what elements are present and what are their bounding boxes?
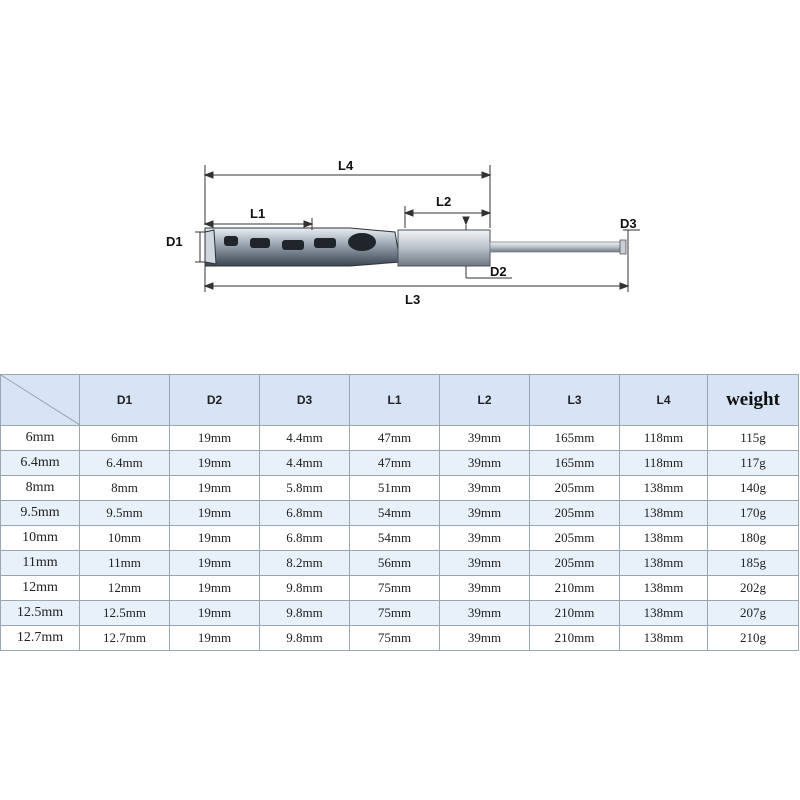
cell-l4: 138mm bbox=[620, 476, 708, 501]
cell-d3: 4.4mm bbox=[260, 426, 350, 451]
cell-l2: 39mm bbox=[440, 626, 530, 651]
cell-d1: 12.7mm bbox=[80, 626, 170, 651]
cell-l3: 210mm bbox=[530, 601, 620, 626]
table-row bbox=[1, 626, 799, 651]
cell-size: 12.5mm bbox=[1, 601, 80, 626]
cell-l2: 39mm bbox=[440, 501, 530, 526]
cell-d2: 19mm bbox=[170, 576, 260, 601]
cell-d1: 6.4mm bbox=[80, 451, 170, 476]
cell-l1: 51mm bbox=[350, 476, 440, 501]
label-l3: L3 bbox=[405, 292, 421, 307]
header-weight: weight bbox=[708, 375, 799, 426]
cell-d3: 4.4mm bbox=[260, 451, 350, 476]
cell-l1: 47mm bbox=[350, 451, 440, 476]
cell-l2: 39mm bbox=[440, 526, 530, 551]
table-row bbox=[1, 526, 799, 551]
drill-bit-diagram bbox=[0, 120, 800, 370]
header-l1: L1 bbox=[350, 375, 440, 426]
cell-d3: 9.8mm bbox=[260, 576, 350, 601]
header-l3: L3 bbox=[530, 375, 620, 426]
cell-d1: 8mm bbox=[80, 476, 170, 501]
cell-d2: 19mm bbox=[170, 476, 260, 501]
cell-l3: 210mm bbox=[530, 576, 620, 601]
cell-l1: 54mm bbox=[350, 526, 440, 551]
cell-l3: 205mm bbox=[530, 551, 620, 576]
label-d3: D3 bbox=[620, 216, 637, 231]
cell-d2: 19mm bbox=[170, 601, 260, 626]
cell-size: 11mm bbox=[1, 551, 80, 576]
cell-l3: 210mm bbox=[530, 626, 620, 651]
cell-l4: 138mm bbox=[620, 626, 708, 651]
label-l2: L2 bbox=[436, 194, 452, 209]
cell-l1: 54mm bbox=[350, 501, 440, 526]
cell-l3: 205mm bbox=[530, 526, 620, 551]
cell-d3: 8.2mm bbox=[260, 551, 350, 576]
table-body bbox=[1, 426, 799, 651]
cell-l1: 75mm bbox=[350, 601, 440, 626]
cell-weight: 202g bbox=[708, 576, 799, 601]
table-row bbox=[1, 426, 799, 451]
cell-weight: 117g bbox=[708, 451, 799, 476]
cell-d1: 12.5mm bbox=[80, 601, 170, 626]
cell-l4: 138mm bbox=[620, 551, 708, 576]
cell-weight: 207g bbox=[708, 601, 799, 626]
cell-l2: 39mm bbox=[440, 426, 530, 451]
table-row bbox=[1, 451, 799, 476]
header-d3: D3 bbox=[260, 375, 350, 426]
cell-weight: 115g bbox=[708, 426, 799, 451]
cell-weight: 170g bbox=[708, 501, 799, 526]
cell-l4: 138mm bbox=[620, 526, 708, 551]
cell-l4: 138mm bbox=[620, 501, 708, 526]
cell-d2: 19mm bbox=[170, 451, 260, 476]
cell-l2: 39mm bbox=[440, 451, 530, 476]
cell-d3: 6.8mm bbox=[260, 526, 350, 551]
cell-size: 6.4mm bbox=[1, 451, 80, 476]
cell-d1: 10mm bbox=[80, 526, 170, 551]
cell-d1: 11mm bbox=[80, 551, 170, 576]
cell-d3: 6.8mm bbox=[260, 501, 350, 526]
cell-l2: 39mm bbox=[440, 551, 530, 576]
spec-table bbox=[0, 374, 799, 651]
table-row bbox=[1, 476, 799, 501]
cell-l3: 205mm bbox=[530, 476, 620, 501]
table-row bbox=[1, 601, 799, 626]
cell-l2: 39mm bbox=[440, 601, 530, 626]
cell-d3: 9.8mm bbox=[260, 626, 350, 651]
header-d1: D1 bbox=[80, 375, 170, 426]
cell-d1: 12mm bbox=[80, 576, 170, 601]
cell-l4: 138mm bbox=[620, 576, 708, 601]
cell-l3: 205mm bbox=[530, 501, 620, 526]
cell-size: 12.7mm bbox=[1, 626, 80, 651]
label-l4: L4 bbox=[338, 158, 354, 173]
cell-d2: 19mm bbox=[170, 426, 260, 451]
cell-l2: 39mm bbox=[440, 576, 530, 601]
cell-l1: 56mm bbox=[350, 551, 440, 576]
cell-d2: 19mm bbox=[170, 501, 260, 526]
cell-d2: 19mm bbox=[170, 626, 260, 651]
drill-bit bbox=[205, 228, 626, 266]
cell-d2: 19mm bbox=[170, 526, 260, 551]
cell-size: 8mm bbox=[1, 476, 80, 501]
cell-d3: 9.8mm bbox=[260, 601, 350, 626]
corner-diagonal bbox=[1, 375, 80, 425]
cell-l2: 39mm bbox=[440, 476, 530, 501]
cell-l1: 47mm bbox=[350, 426, 440, 451]
cell-l3: 165mm bbox=[530, 451, 620, 476]
table-row bbox=[1, 501, 799, 526]
shank-collar bbox=[398, 230, 490, 266]
cell-l1: 75mm bbox=[350, 576, 440, 601]
cell-l3: 165mm bbox=[530, 426, 620, 451]
cell-size: 9.5mm bbox=[1, 501, 80, 526]
header-l4: L4 bbox=[620, 375, 708, 426]
cell-size: 6mm bbox=[1, 426, 80, 451]
cell-size: 12mm bbox=[1, 576, 80, 601]
cell-l4: 118mm bbox=[620, 451, 708, 476]
label-d2: D2 bbox=[490, 264, 507, 279]
cell-size: 10mm bbox=[1, 526, 80, 551]
cell-weight: 140g bbox=[708, 476, 799, 501]
cell-d1: 9.5mm bbox=[80, 501, 170, 526]
header-corner bbox=[1, 375, 80, 426]
cell-weight: 185g bbox=[708, 551, 799, 576]
rod-tip bbox=[620, 240, 626, 254]
drill-rod bbox=[490, 242, 622, 252]
cell-l4: 118mm bbox=[620, 426, 708, 451]
cell-d3: 5.8mm bbox=[260, 476, 350, 501]
cell-d1: 6mm bbox=[80, 426, 170, 451]
cell-l4: 138mm bbox=[620, 601, 708, 626]
table-row bbox=[1, 551, 799, 576]
header-l2: L2 bbox=[440, 375, 530, 426]
header-row bbox=[1, 375, 799, 426]
label-l1: L1 bbox=[250, 206, 266, 221]
cell-d2: 19mm bbox=[170, 551, 260, 576]
label-d1: D1 bbox=[166, 234, 183, 249]
chisel-tip bbox=[205, 230, 216, 264]
cell-weight: 210g bbox=[708, 626, 799, 651]
cell-l1: 75mm bbox=[350, 626, 440, 651]
table-row bbox=[1, 576, 799, 601]
cell-weight: 180g bbox=[708, 526, 799, 551]
header-d2: D2 bbox=[170, 375, 260, 426]
